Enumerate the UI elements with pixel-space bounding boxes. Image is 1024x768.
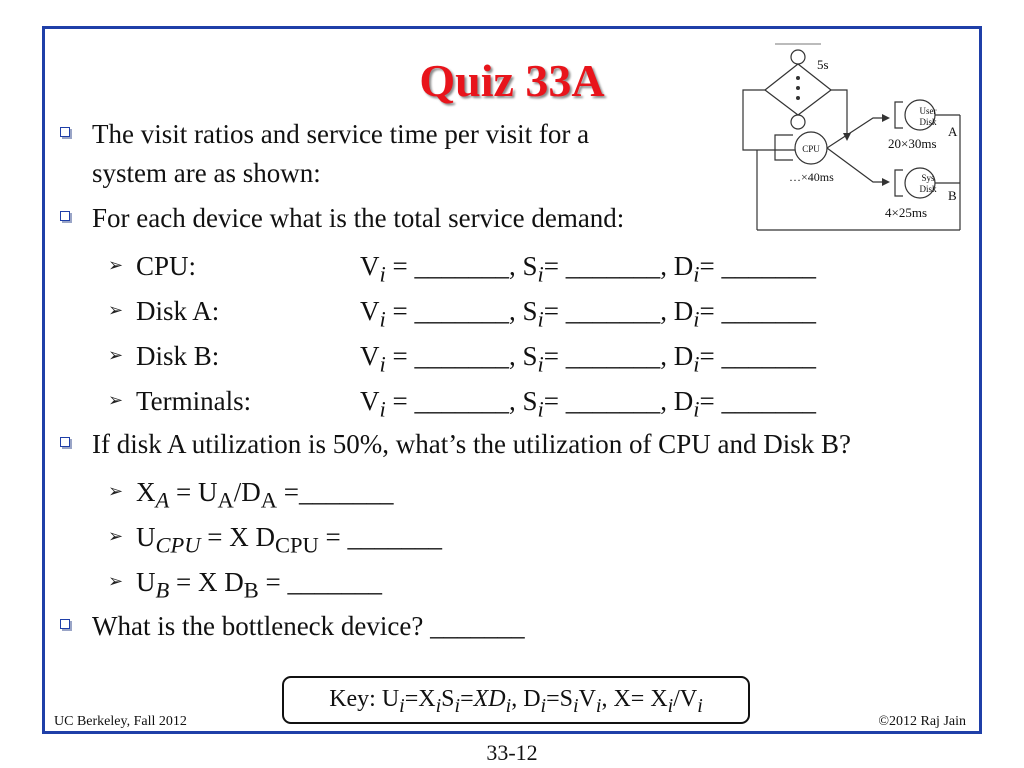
device-name: CPU: (136, 251, 197, 281)
arrow-bullet-icon: ➢ (108, 255, 124, 276)
terminal-bottom-circle (791, 115, 805, 129)
bullet-square-icon (60, 127, 70, 137)
disk-a-tag: A (948, 124, 958, 139)
device-name: Terminals: (136, 386, 252, 416)
terminal-time-label: 5s (817, 57, 829, 72)
disk-b-label-1: Sys (921, 173, 935, 183)
disk-b-queue (885, 168, 957, 220)
disk-b-tag: B (948, 188, 957, 203)
device-equation: $V_i$ = _______, $S_i=$ _______, $D_i=$ _______ (360, 296, 817, 332)
terminal-top-circle (791, 50, 805, 64)
slide-title: Quiz 33A (419, 55, 605, 106)
footer-right: ©2012 Raj Jain (878, 714, 966, 729)
cpu-visits-label: …×40ms (789, 170, 834, 184)
bullet-square-icon (60, 211, 70, 221)
device-equation: $V_i$ = _______, $S_i=$ _______, $D_i=$ _______ (360, 386, 817, 422)
page-number: 33-12 (486, 740, 538, 765)
disk-a-label-2: Disk (919, 117, 937, 127)
disk-b-label-2: Disk (919, 184, 937, 194)
disk-a-visits-label: 20×30ms (888, 136, 937, 151)
cpu-label: CPU (802, 144, 820, 154)
device-equation: $V_i$ = _______, $S_i=$ _______, $D_i=$ _______ (360, 251, 817, 287)
terminals-group (765, 50, 831, 129)
disk-a-queue (888, 100, 958, 151)
arrow-bullet-icon: ➢ (108, 300, 124, 321)
arrow-bullet-icon: ➢ (108, 481, 124, 502)
arrow-bullet-icon: ➢ (108, 571, 124, 592)
disk-a-label-1: User (919, 106, 937, 116)
footer-left: UC Berkeley, Fall 2012 (54, 714, 187, 729)
arrow-bullet-icon: ➢ (108, 526, 124, 547)
formula-key-box: Key: $U_i=X_iS_i=XD_i$, $D_i=S_iV_i$, $X= X_i/V_i$ (282, 676, 750, 724)
loop-right-line (831, 90, 847, 135)
device-name: Disk A: (136, 296, 220, 326)
arrow-bullet-icon: ➢ (108, 345, 124, 366)
arrow-bullet-icon: ➢ (108, 390, 124, 411)
bullet-square-icon (60, 437, 70, 447)
queueing-network-diagram (735, 40, 975, 240)
bullet-square-icon (60, 619, 70, 629)
disk-b-visits-label: 4×25ms (885, 205, 928, 220)
device-equation: $V_i$ = _______, $S_i=$ _______, $D_i=$ _______ (360, 341, 817, 377)
device-name: Disk B: (136, 341, 220, 371)
